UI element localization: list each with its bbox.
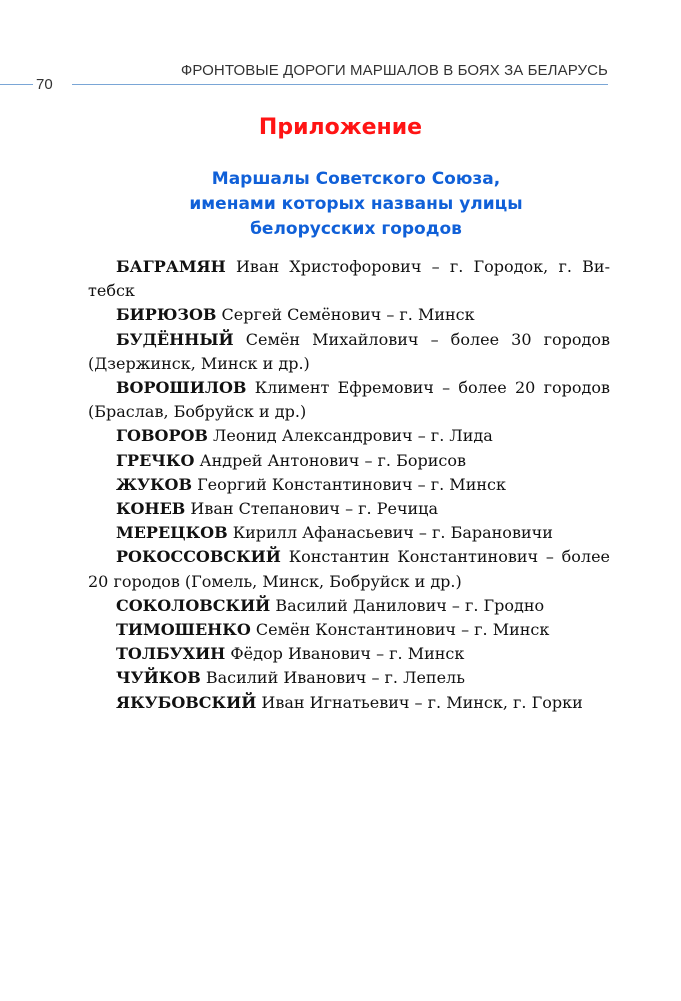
list-item — [88, 618, 610, 642]
marshal-details-continued: (Дзержинск, Минск и др.) — [88, 353, 310, 373]
list-item — [88, 303, 610, 327]
list-item — [88, 328, 610, 376]
marshal-details: Фёдор Иванович – г. Минск — [225, 644, 465, 664]
subtitle-line-1: Маршалы Советского Союза, — [211, 169, 501, 189]
marshal-surname: ТОЛБУХИН — [116, 644, 226, 664]
marshal-details: Иван Христофорович – г. Городок, г. Ви- — [225, 257, 610, 276]
page-number: 70 — [36, 76, 53, 93]
marshal-surname: РОКОССОВСКИЙ — [116, 547, 281, 567]
marshal-surname: ЖУКОВ — [116, 474, 192, 494]
marshal-surname: БИРЮЗОВ — [116, 305, 217, 325]
marshal-details-continued: 20 городов (Гомель, Минск, Бобруйск и др.) — [88, 571, 462, 591]
marshal-details: Семён Михайлович – более 30 городов — [233, 329, 610, 349]
marshal-details: Кирилл Афанасьевич – г. Барановичи — [227, 523, 553, 543]
list-item — [88, 473, 610, 497]
marshal-details: Иван Степанович – г. Речица — [185, 499, 439, 519]
list-item — [88, 594, 610, 618]
marshals-list — [88, 255, 610, 715]
marshal-details: Георгий Константинович – г. Минск — [192, 474, 506, 494]
list-item — [88, 424, 610, 448]
marshal-details-continued: тебск — [88, 281, 135, 301]
list-item — [88, 376, 610, 424]
subtitle-line-2: именами которых названы улицы — [189, 194, 523, 214]
marshal-surname: ГРЕЧКО — [116, 450, 195, 470]
marshal-surname: БАГРАМЯН — [116, 257, 226, 276]
subtitle — [0, 167, 681, 242]
list-item — [88, 521, 610, 545]
list-item — [88, 642, 610, 666]
marshal-surname: ЧУЙКОВ — [116, 668, 201, 688]
list-item — [88, 255, 610, 303]
marshal-details: Сергей Семёнович – г. Минск — [216, 305, 475, 325]
marshal-details: Василий Данилович – г. Гродно — [270, 595, 545, 615]
list-item — [88, 666, 610, 690]
marshal-details: Иван Игнатьевич – г. Минск, г. Горки — [256, 692, 583, 712]
subtitle-line-3: белорусских городов — [250, 219, 462, 239]
header-rule-right — [72, 84, 608, 85]
list-item — [88, 497, 610, 521]
page-header — [0, 62, 681, 98]
marshal-details: Климент Ефремович – более 20 городов — [246, 378, 610, 398]
list-item — [88, 545, 610, 593]
marshal-details-continued: (Браслав, Бобруйск и др.) — [88, 402, 307, 422]
marshal-details: Василий Иванович – г. Лепель — [200, 668, 465, 688]
marshal-details: Семён Константинович – г. Минск — [250, 620, 550, 640]
marshal-details: Леонид Александрович – г. Лида — [207, 426, 493, 446]
marshal-surname: ГОВОРОВ — [116, 426, 208, 446]
header-rule-left — [0, 84, 33, 85]
marshal-details: Константин Константинович – более — [280, 547, 610, 567]
marshal-surname: ЯКУБОВСКИЙ — [116, 692, 257, 712]
marshal-surname: МЕРЕЦКОВ — [116, 523, 228, 543]
marshal-surname: ТИМОШЕНКО — [116, 620, 251, 640]
marshal-surname: ВОРОШИЛОВ — [116, 378, 247, 398]
marshal-surname: БУДЁННЫЙ — [116, 329, 234, 349]
list-item — [88, 449, 610, 473]
list-item — [88, 691, 610, 715]
running-title: ФРОНТОВЫЕ ДОРОГИ МАРШАЛОВ В БОЯХ ЗА БЕЛАРУСЬ — [180, 62, 608, 79]
marshal-surname: КОНЕВ — [116, 499, 186, 519]
marshal-details: Андрей Антонович – г. Борисов — [194, 450, 466, 470]
appendix-title: Приложение — [258, 115, 423, 140]
marshal-surname: СОКОЛОВСКИЙ — [116, 595, 271, 615]
